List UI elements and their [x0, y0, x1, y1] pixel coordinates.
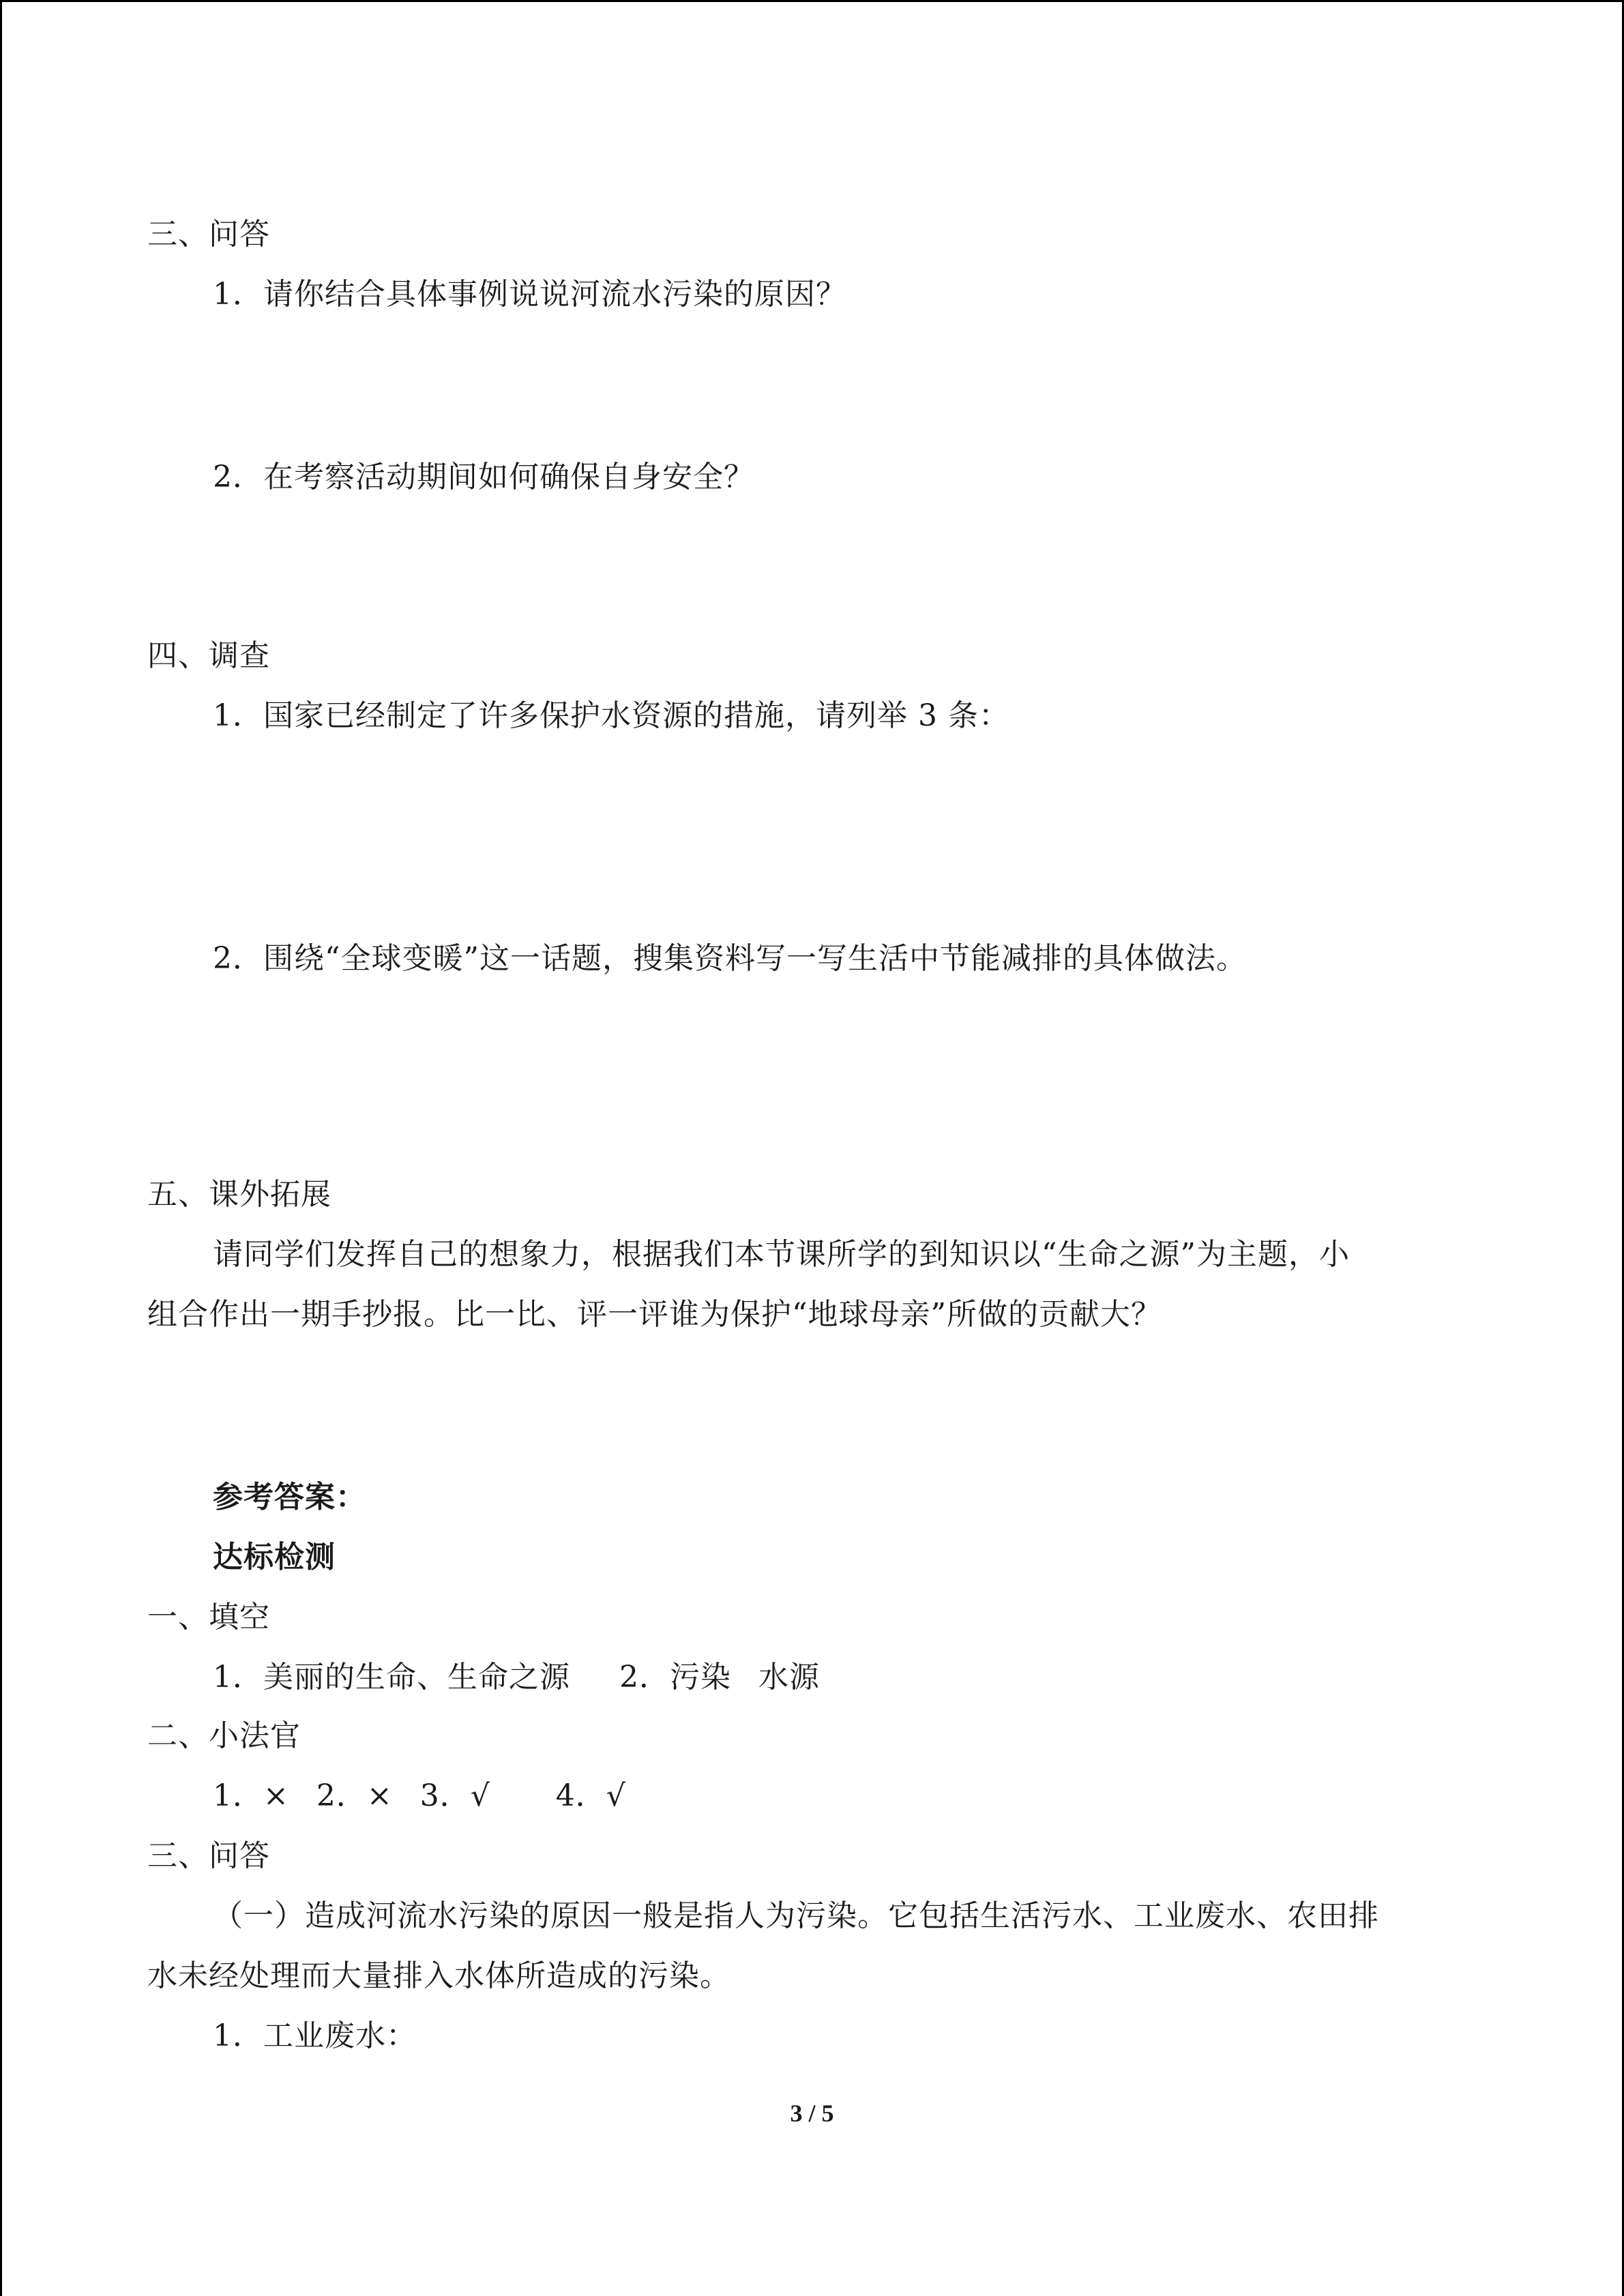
section-4-question-2: 2．围绕“全球变暖”这一话题，搜集资料写一写生活中节能减排的具体做法。 [213, 941, 1247, 976]
answer-2-item-4: 4．√ [555, 1778, 626, 1813]
section-4-question-1: 1．国家已经制定了许多保护水资源的措施，请列举 3 条： [213, 698, 1009, 733]
section-5-paragraph-line-2: 组合作出一期手抄报。比一比、评一评谁为保护“地球母亲”所做的贡献大？ [147, 1297, 1162, 1332]
answer-section-2-items [213, 1776, 626, 1817]
answers-title: 参考答案： [213, 1480, 366, 1515]
page-number: 3 / 5 [790, 2100, 834, 2127]
answer-2-item-2: 2．× [316, 1778, 393, 1813]
page-left-border [0, 0, 2, 2296]
answer-section-2-title: 二、小法官 [147, 1718, 301, 1753]
page-top-border [0, 0, 1624, 2]
answer-section-1-items [213, 1657, 820, 1698]
section-3-question-2: 2．在考察活动期间如何确保自身安全？ [213, 460, 754, 494]
answers-subtitle: 达标检测 [213, 1540, 336, 1575]
answer-2-item-1: 1．× [213, 1778, 289, 1813]
answer-section-1-title: 一、填空 [147, 1600, 270, 1635]
section-5-title: 五、课外拓展 [147, 1177, 331, 1212]
answer-section-3-paragraph-line-2: 水未经处理而大量排入水体所造成的污染。 [147, 1958, 730, 1993]
section-4-title: 四、调查 [147, 638, 270, 673]
section-5-paragraph-line-1: 请同学们发挥自己的想象力，根据我们本节课所学的到知识以“生命之源”为主题，小 [213, 1237, 1350, 1272]
answer-1-item-2: 2．污染 [619, 1660, 731, 1695]
answer-section-3-item-1: 1．工业废水： [213, 2018, 417, 2053]
answer-section-3-title: 三、问答 [147, 1838, 270, 1873]
answer-2-item-3: 3．√ [419, 1778, 490, 1813]
answer-1-item-2b: 水源 [758, 1660, 820, 1695]
answer-section-3-paragraph-line-1: （一）造成河流水污染的原因一般是指人为污染。它包括生活污水、工业废水、农田排 [213, 1898, 1379, 1933]
answer-1-item-1: 1．美丽的生命、生命之源 [213, 1660, 570, 1695]
section-3-title: 三、问答 [147, 217, 270, 252]
section-3-question-1: 1．请你结合具体事例说说河流水污染的原因？ [213, 277, 846, 312]
